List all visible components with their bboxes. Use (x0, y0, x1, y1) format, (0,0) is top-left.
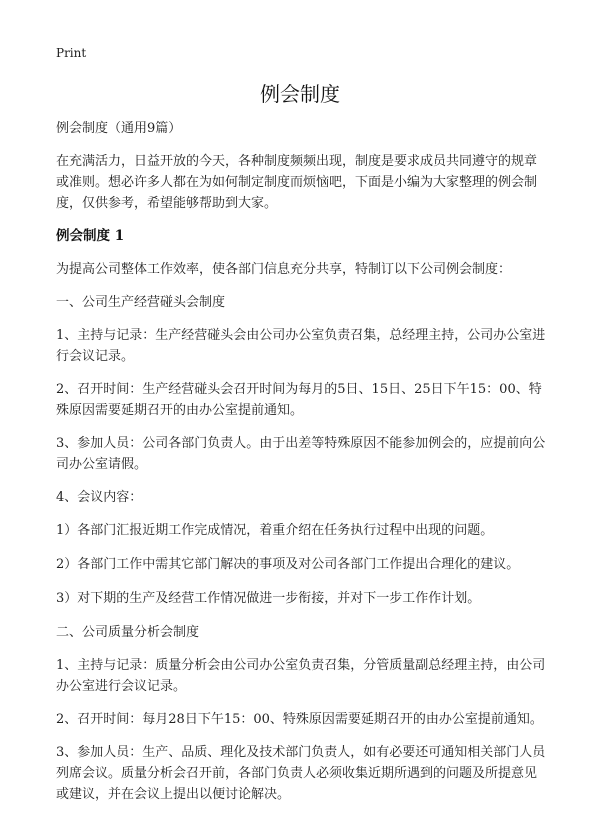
document-subtitle: 例会制度（通用9篇） (56, 121, 182, 136)
section-title: 二、公司质量分析会制度 (56, 625, 200, 640)
document-content (56, 118, 546, 817)
paragraph: 2、召开时间：每月28日下午15：00、特殊原因需要延期召开的由办公室提前通知。 (56, 712, 543, 727)
paragraph: 1、主持与记录：生产经营碰头会由公司办公室负责召集，总经理主持，公司办公室进行会议记录。 (56, 328, 546, 364)
section-title: 一、公司生产经营碰头会制度 (56, 295, 226, 310)
paragraph: 2、召开时间：生产经营碰头会召开时间为每月的5日、15日、25日下午15：00、特殊原因需要延期召开的由办公室提前通知。 (56, 382, 542, 418)
list-item: 2）各部门工作中需其它部门解决的事项及对公司各部门工作提出合理化的建议。 (56, 557, 520, 572)
section-heading: 例会制度 1 (56, 228, 125, 244)
paragraph: 3、参加人员：生产、品质、理化及技术部门负责人，如有必要还可通知相关部门人员列席会议。质量分析会召开前，各部门负责人必须收集近期所遇到的问题及所提意见或建议，并在会议上提出以便讨论解决。 (56, 745, 546, 802)
print-label[interactable]: Print (56, 46, 87, 60)
intro-paragraph: 在充满活力，日益开放的今天，各种制度频频出现，制度是要求成员共同遵守的规章或准则。想必许多人都在为如何制定制度而烦恼吧，下面是小编为大家整理的例会制度，仅供参考，希望能够帮助到大家。 (56, 154, 538, 211)
list-item: 3）对下期的生产及经营工作情况做进一步衔接，并对下一步工作作计划。 (56, 591, 481, 606)
paragraph: 4、会议内容： (56, 490, 143, 505)
paragraph: 3、参加人员：公司各部门负责人。由于出差等特殊原因不能参加例会的，应提前向公司办公室请假。 (56, 436, 546, 472)
paragraph: 为提高公司整体工作效率，使各部门信息充分共享，特制订以下公司例会制度： (56, 262, 512, 277)
paragraph: 1、主持与记录：质量分析会由公司办公室负责召集，分管质量副总经理主持，由公司办公室进行会议记录。 (56, 658, 546, 694)
document-title: 例会制度 (260, 82, 340, 106)
list-item: 1）各部门汇报近期工作完成情况，着重介绍在任务执行过程中出现的问题。 (56, 523, 494, 538)
